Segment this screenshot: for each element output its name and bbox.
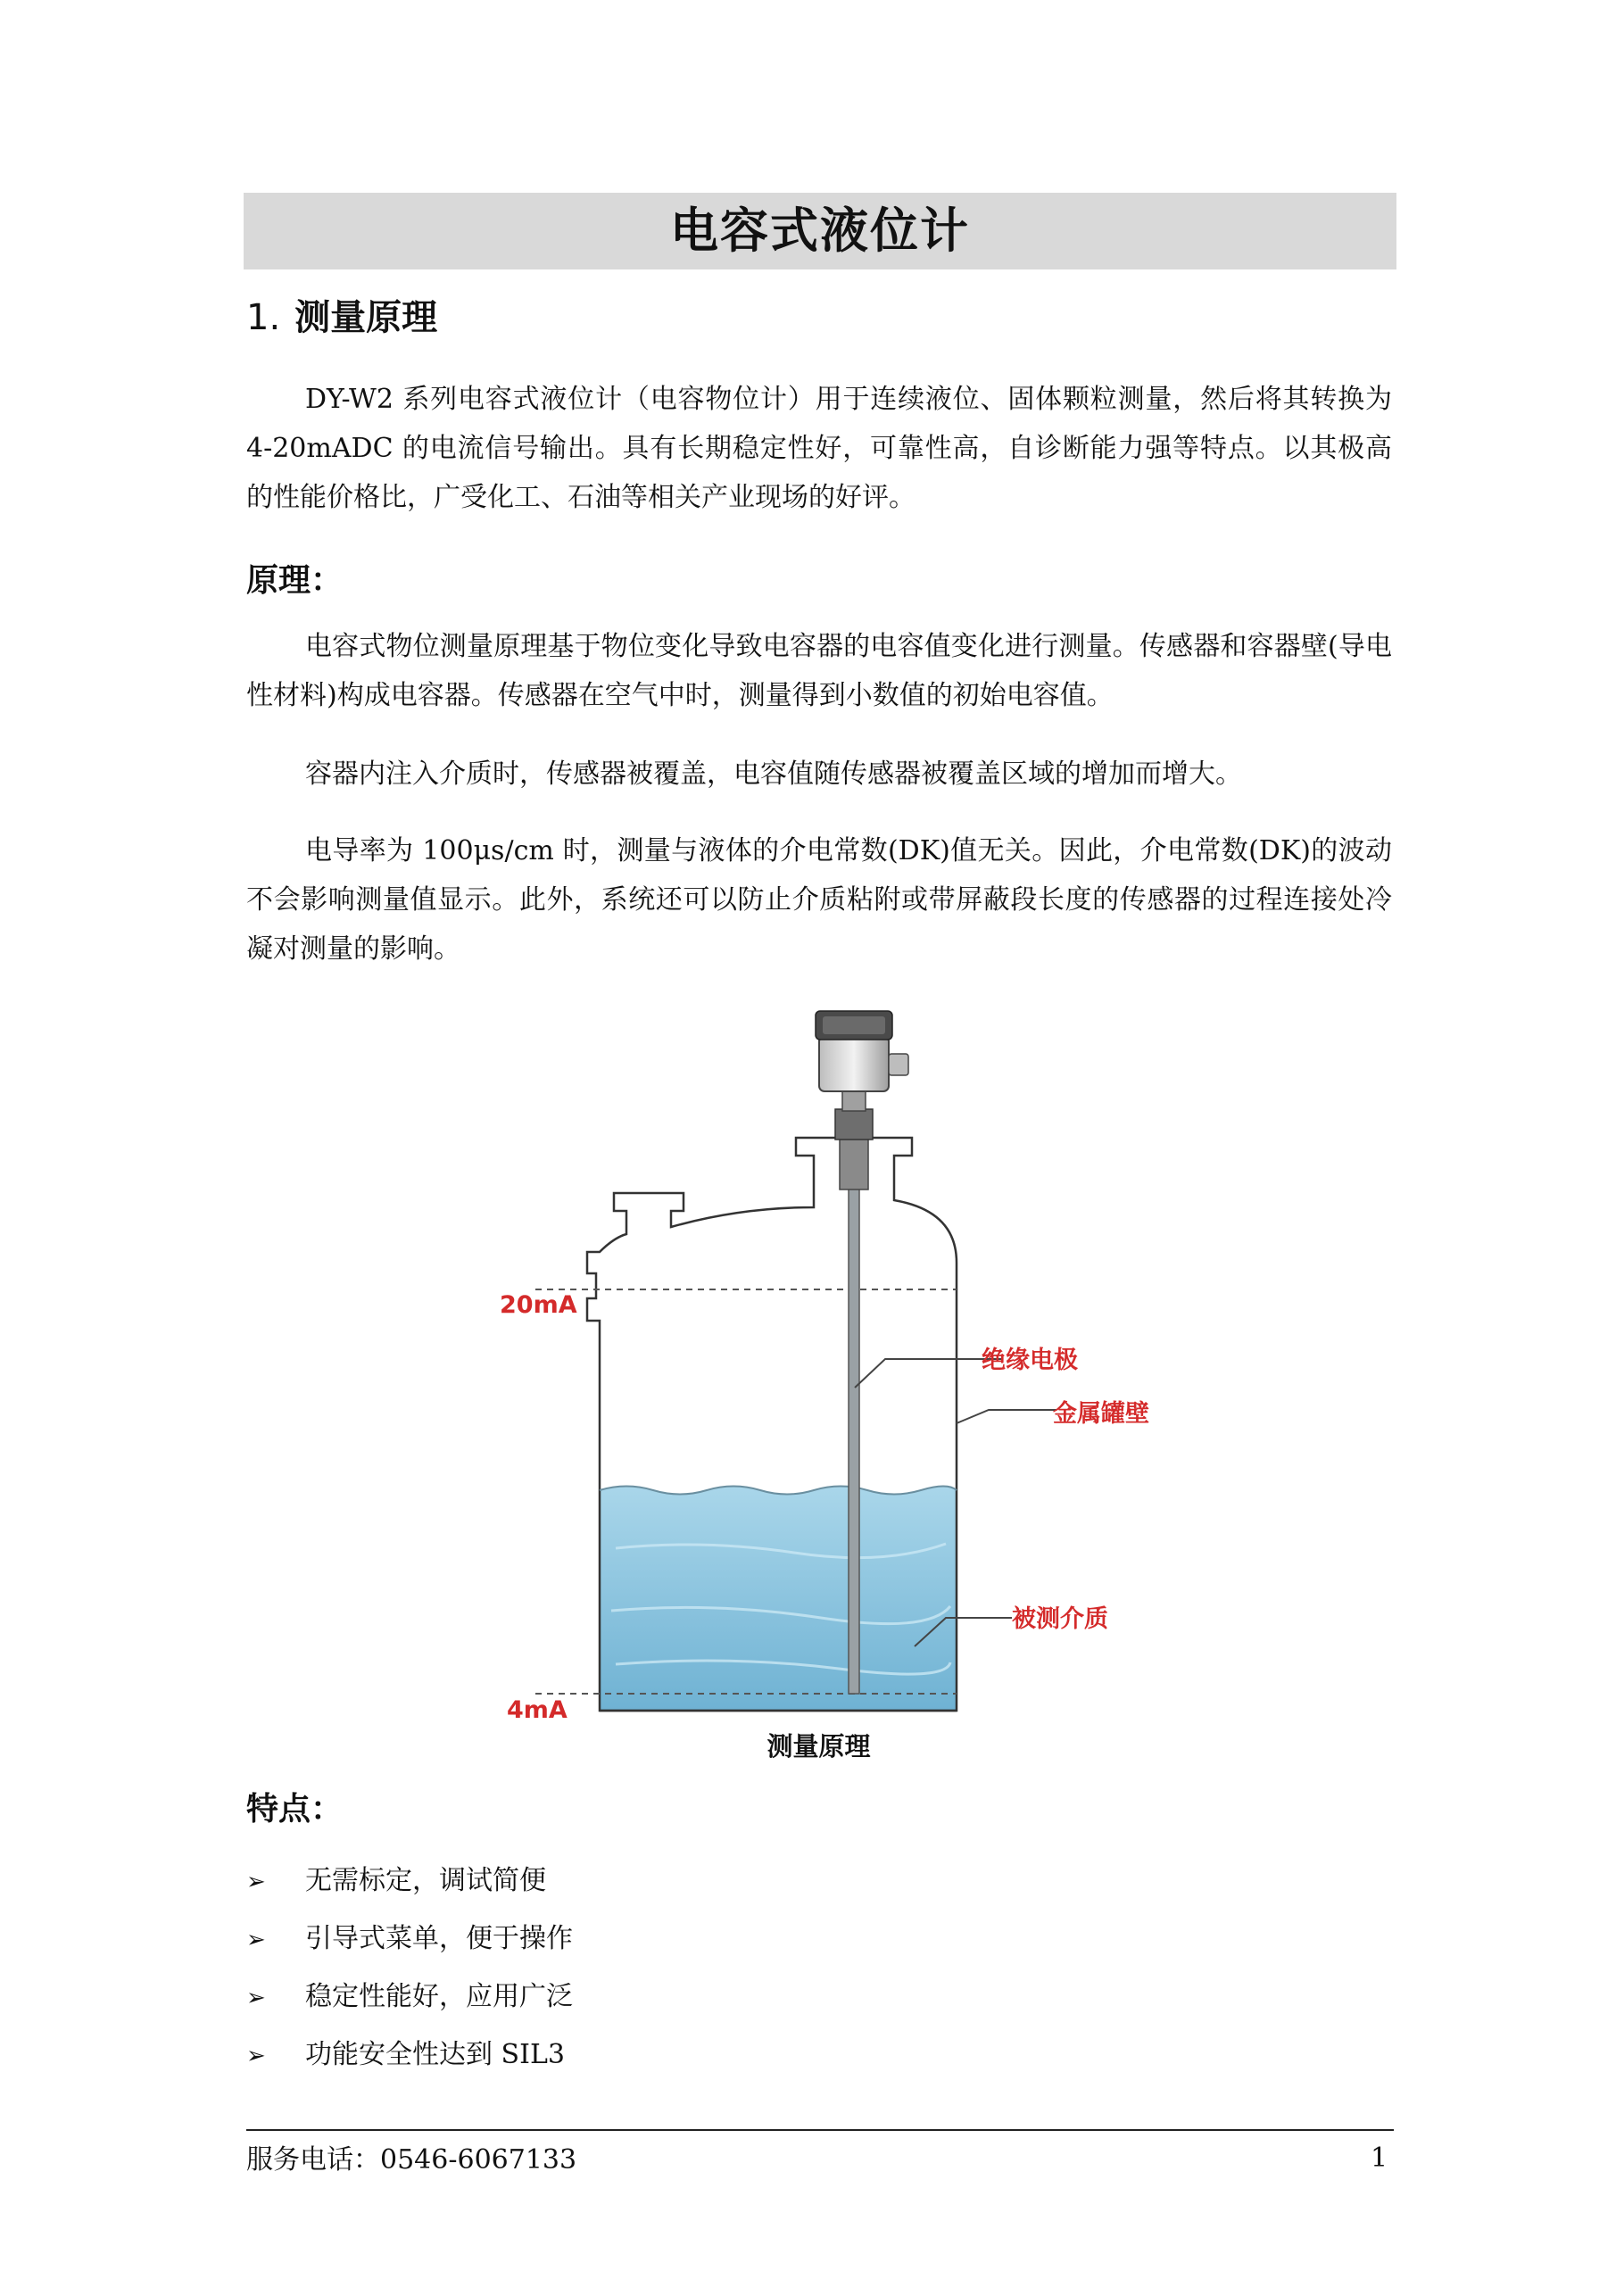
bullet-arrow-icon: ➢ — [246, 1985, 266, 2011]
feature-item: ➢ 引导式菜单，便于操作 — [246, 1910, 573, 1968]
measurement-principle-figure — [482, 1004, 1160, 1762]
feature-item: ➢ 稳定性能好，应用广泛 — [246, 1968, 573, 2026]
section-heading-measurement-principle — [246, 293, 437, 343]
liquid-medium — [600, 1487, 957, 1712]
feature-item: ➢ 功能安全性达到 SIL3 — [246, 2026, 573, 2084]
label-insulated-electrode: 绝缘电极 — [982, 1347, 1078, 1374]
footer-divider — [246, 2129, 1394, 2131]
label-metal-tank-wall: 金属罐壁 — [1053, 1400, 1149, 1428]
bullet-arrow-icon: ➢ — [246, 1927, 266, 1953]
principle-paragraph-1: 电容式物位测量原理基于物位变化导致电容器的电容值变化进行测量。传感器和容器壁(导电性材料)构成电容器。传感器在空气中时，测量得到小数值的初始电容值。 — [246, 631, 1392, 711]
bullet-arrow-icon: ➢ — [246, 1869, 266, 1895]
label-measured-medium: 被测介质 — [1012, 1605, 1108, 1633]
page-number: 1 — [1371, 2143, 1388, 2174]
insulated-electrode — [849, 1187, 859, 1694]
principle-paragraph-3: 电导率为 100μs/cm 时，测量与液体的介电常数(DK)值无关。因此，介电常数(DK)的波动不会影响测量值显示。此外，系统还可以防止介质粘附或带屏蔽段长度的传感器的过程连接处冷凝对测量的影响。 — [246, 835, 1392, 965]
features-list — [246, 1852, 573, 2084]
bullet-arrow-icon: ➢ — [246, 2043, 266, 2069]
intro-paragraph: DY-W2 系列电容式液位计（电容物位计）用于连续液位、固体颗粒测量，然后将其转换为 4-20mADC 的电流信号输出。具有长期稳定性好，可靠性高，自诊断能力强等特点。以其极高的性能价格比，广受化工、石油等相关产业现场的好评。 — [246, 384, 1392, 513]
feature-item: ➢ 无需标定，调试简便 — [246, 1852, 573, 1910]
tank-diagram — [482, 1004, 1160, 1718]
principle-paragraph-2: 容器内注入介质时，传感器被覆盖，电容值随传感器被覆盖区域的增加而增大。 — [305, 758, 1242, 790]
principle-heading: 原理： — [246, 562, 344, 599]
figure-caption: 测量原理 — [766, 1731, 871, 1761]
transmitter-housing — [816, 1011, 908, 1091]
title-bar — [244, 193, 1396, 269]
footer-service-phone: 服务电话：0546-6067133 — [246, 2144, 577, 2176]
label-4ma: 4mA — [507, 1696, 568, 1718]
page-title: 电容式液位计 — [670, 203, 970, 259]
label-20ma: 20mA — [500, 1291, 577, 1319]
section-title: 测量原理 — [294, 297, 438, 338]
section-number: 1. — [246, 297, 281, 338]
features-heading: 特点： — [246, 1791, 344, 1828]
